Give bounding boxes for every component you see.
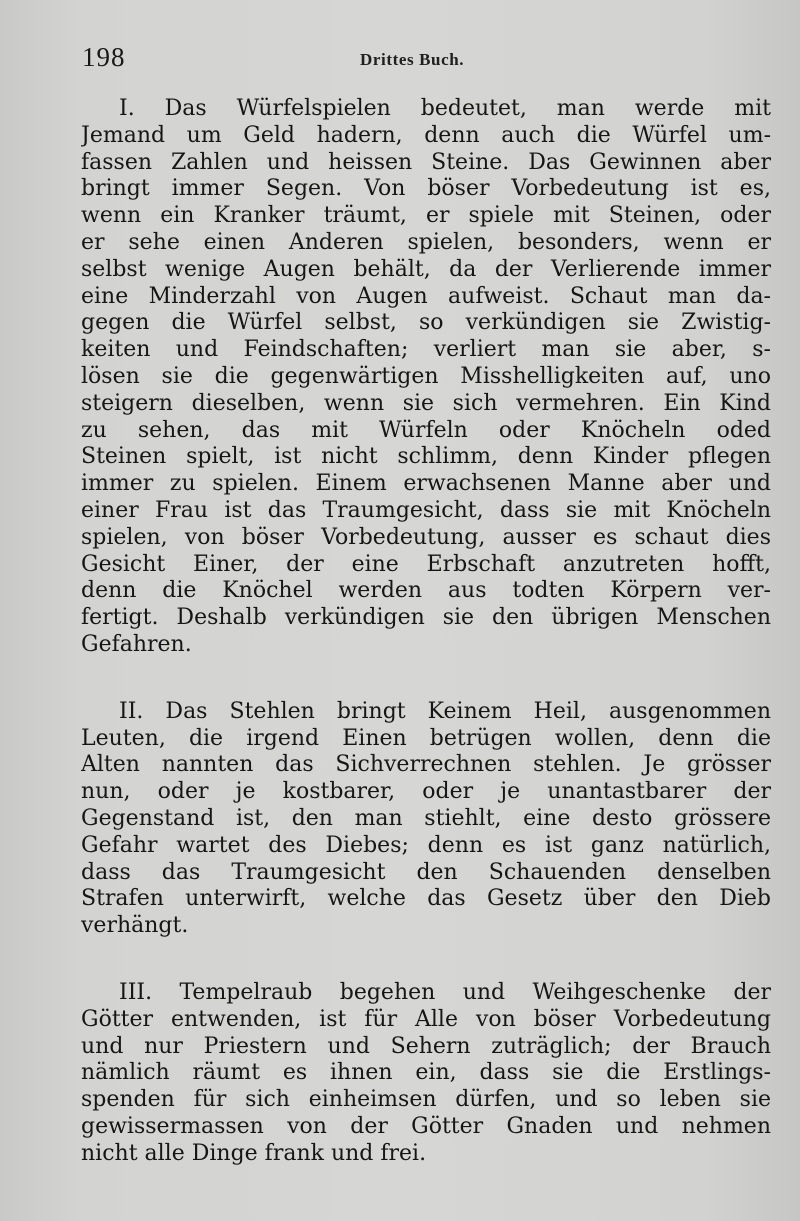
text-line: Gegenstand ist, den man stiehlt, eine desto grössere: [81, 805, 771, 831]
text-line: II. Das Stehlen bringt Keinem Heil, ausgenommen: [119, 698, 771, 724]
page-number: 198: [82, 42, 126, 72]
text-line: fertigt. Deshalb verkündigen sie den übrigen Menschen: [81, 605, 771, 631]
body-text: [81, 96, 771, 1207]
running-title: Drittes Buch.: [360, 50, 465, 69]
text-line: Leuten, die irgend Einen betrügen wollen, denn die: [81, 725, 771, 751]
text-line: nicht alle Dinge frank und frei.: [81, 1140, 427, 1166]
text-line: denn die Knöchel werden aus todten Körpern ver-: [81, 578, 771, 604]
text-line: Jemand um Geld hadern, denn auch die Würfel um-: [81, 122, 771, 148]
text-line: gewissermassen von der Götter Gnaden und nehmen: [81, 1113, 771, 1139]
text-line: einer Frau ist das Traumgesicht, dass sie mit Knöcheln: [81, 497, 771, 523]
paragraph-section-3: [81, 980, 771, 1168]
text-line: nämlich räumt es ihnen ein, dass sie die Erstlings-: [81, 1060, 771, 1086]
text-line: selbst wenige Augen behält, da der Verlierende immer: [81, 256, 771, 282]
text-line: Gefahren.: [81, 631, 192, 657]
text-line: steigern dieselben, wenn sie sich vermehren. Ein Kind: [81, 390, 771, 416]
text-line: und nur Priestern und Sehern zuträglich; der Brauch: [81, 1033, 771, 1059]
text-line: wenn ein Kranker träumt, er spiele mit Steinen, oder: [81, 203, 771, 229]
text-line: er sehe einen Anderen spielen, besonders, wenn er: [81, 229, 771, 255]
text-line: fassen Zahlen und heissen Steine. Das Gewinnen aber: [81, 149, 771, 175]
paragraph-section-1: [81, 96, 771, 659]
text-line: eine Minderzahl von Augen aufweist. Schaut man da-: [81, 283, 771, 309]
text-line: keiten und Feindschaften; verliert man sie aber, s-: [81, 337, 771, 363]
text-line: verhängt.: [81, 913, 189, 939]
text-line: spielen, von böser Vorbedeutung, ausser es schaut dies: [81, 524, 771, 550]
text-line: Götter entwenden, ist für Alle von böser Vorbedeutung: [81, 1006, 771, 1032]
text-line: I. Das Würfelspielen bedeutet, man werde mit: [119, 96, 771, 121]
text-line: nun, oder je kostbarer, oder je unantastbarer der: [81, 779, 771, 805]
text-line: spenden für sich einheimsen dürfen, und so leben sie: [81, 1087, 771, 1113]
text-line: bringt immer Segen. Von böser Vorbedeutung ist es,: [81, 176, 771, 202]
text-line: Alten nannten das Sichverrechnen stehlen. Je grösser: [81, 752, 771, 778]
text-line: zu sehen, das mit Würfeln oder Knöcheln oded: [81, 417, 771, 443]
text-line: III. Tempelraub begehen und Weihgeschenke der: [119, 979, 771, 1005]
paragraph-section-2: [81, 699, 771, 940]
text-line: Gefahr wartet des Diebes; denn es ist ganz natürlich,: [81, 832, 771, 858]
text-line: Steinen spielt, ist nicht schlimm, denn Kinder pflegen: [81, 444, 771, 470]
text-line: immer zu spielen. Einem erwachsenen Manne aber und: [81, 471, 771, 497]
page-header: [82, 42, 758, 82]
text-line: Strafen unterwirft, welche das Gesetz über den Dieb: [81, 886, 771, 912]
text-line: gegen die Würfel selbst, so verkündigen sie Zwistig-: [81, 310, 771, 336]
text-line: lösen sie die gegenwärtigen Misshelligkeiten auf, uno: [81, 363, 771, 389]
text-line: Gesicht Einer, der eine Erbschaft anzutreten hofft,: [81, 551, 771, 577]
text-line: dass das Traumgesicht den Schauenden denselben: [81, 859, 771, 885]
